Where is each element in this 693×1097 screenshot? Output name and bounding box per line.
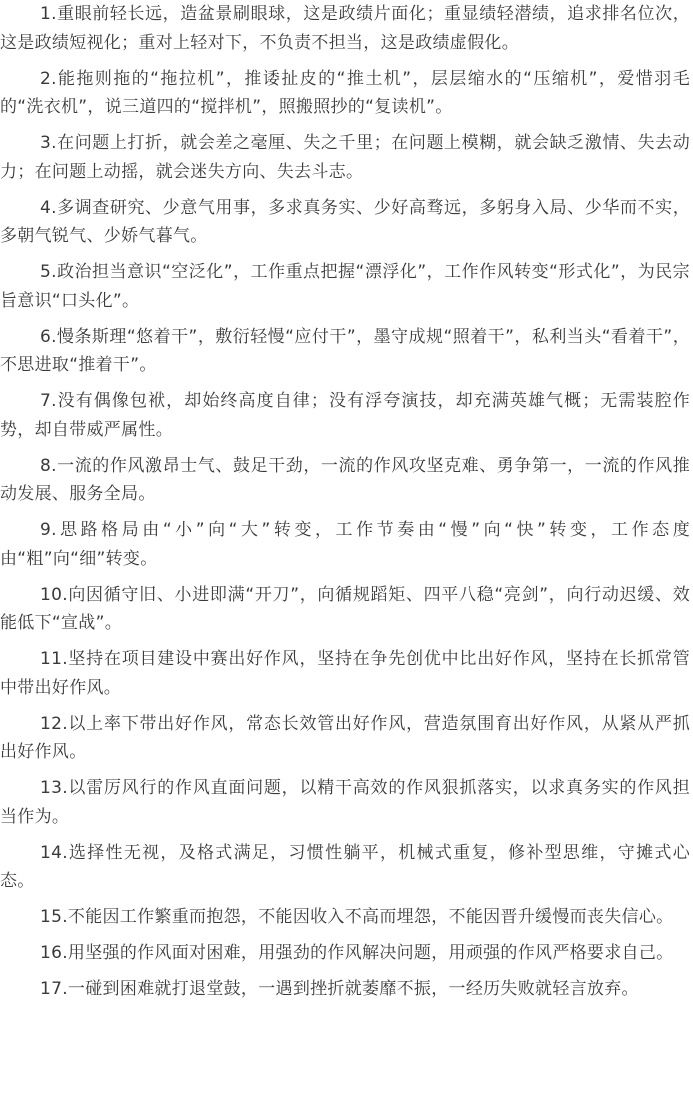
list-item-6: 6.慢条斯理“悠着干”，敷衍轻慢“应付干”，墨守成规“照着干”，私利当头“看着干”，不思进取“推着干”。 [0,326,690,375]
list-item-14: 14.选择性无视，及格式满足，习惯性躺平，机械式重复，修补型思维，守摊式心态。 [0,842,690,891]
list-item-1: 1.重眼前轻长远，造盆景刷眼球，这是政绩片面化；重显绩轻潜绩，追求排名位次，这是政绩短视化；重对上轻对下，不负责不担当，这是政绩虚假化。 [0,4,690,53]
list-item-13: 13.以雷厉风行的作风直面问题，以精干高效的作风狠抓落实，以求真务实的作风担当作为。 [0,778,690,827]
list-item-16: 16.用坚强的作风面对困难，用强劲的作风解决问题，用顽强的作风严格要求自己。 [40,943,674,963]
list-item-7: 7.没有偶像包袱，却始终高度自律；没有浮夸演技，却充满英雄气概；无需装腔作势，却自带威严属性。 [0,391,690,440]
list-item-4: 4.多调查研究、少意气用事，多求真务实、少好高骛远，多躬身入局、少华而不实，多朝气锐气、少娇气暮气。 [0,197,690,246]
list-item-15: 15.不能因工作繁重而抱怨，不能因收入不高而埋怨，不能因晋升缓慢而丧失信心。 [40,907,674,927]
list-item-3: 3.在问题上打折，就会差之毫厘、失之千里；在问题上模糊，就会缺乏激情、失去动力；在问题上动摇，就会迷失方向、失去斗志。 [0,133,690,182]
list-item-5: 5.政治担当意识“空泛化”，工作重点把握“漂浮化”，工作作风转变“形式化”，为民宗旨意识“口头化”。 [0,262,690,311]
list-item-12: 12.以上率下带出好作风，常态长效管出好作风，营造氛围育出好作风，从紧从严抓出好作风。 [0,713,690,762]
list-item-10: 10.向因循守旧、小进即满“开刀”，向循规蹈矩、四平八稳“亮剑”，向行动迟缓、效能低下“宣战”。 [0,584,690,633]
list-item-9: 9.思路格局由“小”向“大”转变，工作节奏由“慢”向“快”转变，工作态度由“粗”向“细”转变。 [0,520,690,569]
list-item-17: 17.一碰到困难就打退堂鼓，一遇到挫折就萎靡不振，一经历失败就轻言放弃。 [40,979,639,999]
list-item-11: 11.坚持在项目建设中赛出好作风，坚持在争先创优中比出好作风，坚持在长抓常管中带出好作风。 [0,649,690,698]
list-item-2: 2.能拖则拖的“拖拉机”，推诿扯皮的“推土机”，层层缩水的“压缩机”，爱惜羽毛的“洗衣机”，说三道四的“搅拌机”，照搬照抄的“复读机”。 [0,68,690,117]
list-item-8: 8.一流的作风激昂士气、鼓足干劲，一流的作风攻坚克难、勇争第一，一流的作风推动发展、服务全局。 [0,455,690,504]
